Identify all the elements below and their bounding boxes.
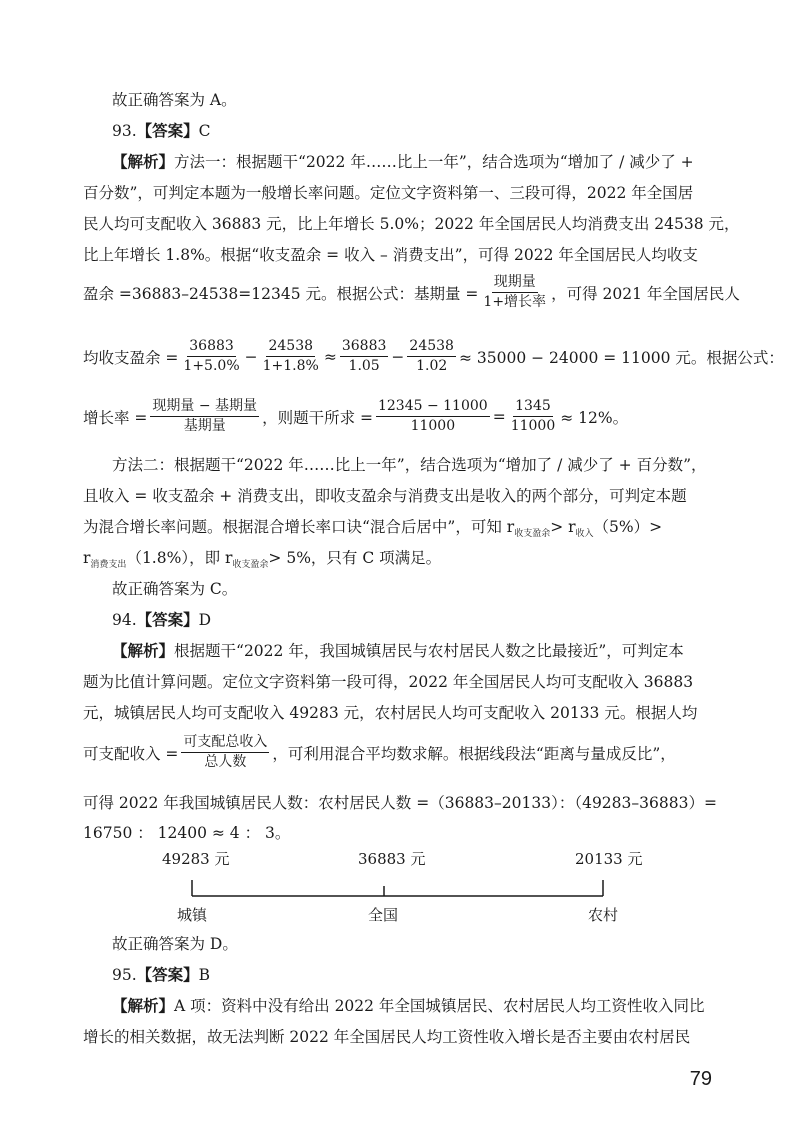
- question-number: 94.: [112, 611, 137, 629]
- numerator: 36883: [187, 338, 236, 357]
- text-line: 元，城镇居民人均可支配收入 49283 元，农村居民人均可支配收入 20133 元。根据人均: [83, 704, 698, 722]
- analysis-text: 根据题干“2022 年，我国城镇居民与农村居民人数之比最接近”，可判定本: [174, 642, 684, 660]
- denominator: 1.02: [416, 358, 448, 374]
- fraction: [376, 398, 490, 435]
- text-line: 且收入 = 收支盈余 + 消费支出，即收支盈余与消费支出是收入的两个部分，可判定本题: [83, 487, 687, 505]
- answer-line-93: 故正确答案为 C。: [112, 580, 238, 598]
- analysis-line: [112, 152, 744, 172]
- operator: −: [391, 347, 405, 366]
- formula-surplus: [83, 338, 784, 375]
- text-line: 方法二：根据题干“2022 年……比上一年”，结合选项为“增加了 / 减少了 + 百分数”，: [112, 456, 707, 474]
- denominator: 1+5.0%: [183, 358, 240, 374]
- denominator: 基期量: [183, 418, 226, 434]
- denominator: 11000: [510, 418, 556, 434]
- text-line: 民人均可支配收入 36883 元，比上年增长 5.0%；2022 年全国居民人均消费支出 24538 元，: [83, 215, 740, 233]
- operator: −: [244, 347, 258, 366]
- text-segment: （1.8%），即 r: [126, 549, 233, 567]
- numerator: 24538: [407, 338, 456, 357]
- formula-text: 可支配收入 =: [83, 744, 179, 763]
- fraction: [509, 398, 558, 435]
- operator: ≈: [323, 347, 337, 366]
- answer-tag: 【答案】: [136, 121, 199, 140]
- answer-value: B: [198, 966, 211, 984]
- question-number: 95.: [112, 966, 137, 984]
- denominator: 1.05: [348, 358, 380, 374]
- answer-header-95: [112, 965, 744, 985]
- left-label: 城镇: [177, 906, 208, 924]
- subscript: 消费支出: [90, 560, 127, 571]
- mid-label: 全国: [368, 906, 399, 924]
- answer-value: C: [198, 122, 211, 140]
- numerator: 24538: [266, 338, 315, 357]
- line-segment-diagram: [150, 840, 670, 930]
- formula-text: 盈余 =36883–24538=12345 元。根据公式：基期量 =: [83, 284, 479, 303]
- fraction: [407, 338, 456, 375]
- text-segment: > 5%，只有 C 项满足。: [268, 549, 442, 567]
- analysis-tag: 【解析】: [112, 641, 175, 660]
- text-line: 题为比值计算问题。定位文字资料第一段可得，2022 年全国居民人均可支配收入 36883: [83, 673, 694, 691]
- question-number: 93.: [112, 122, 137, 140]
- formula-text: 增长率 =: [83, 408, 148, 427]
- analysis-tag: 【解析】: [112, 152, 175, 171]
- fraction: [481, 274, 548, 311]
- right-value: 20133 元: [575, 850, 643, 868]
- right-label: 农村: [588, 906, 619, 924]
- numerator: 可支配总收入: [181, 734, 269, 753]
- page-number: 79: [689, 1068, 712, 1090]
- fraction: [261, 338, 321, 375]
- text-segment: 为混合增长率问题。根据混合增长率口诀“混合后居中”，可知 r: [83, 518, 515, 536]
- denominator: 1+增长率: [483, 294, 547, 310]
- numerator: 12345 − 11000: [376, 398, 490, 417]
- analysis-text: 方法一：根据题干“2022 年……比上一年”，结合选项为“增加了 / 减少了 +: [174, 153, 694, 171]
- numerator: 1345: [513, 398, 553, 417]
- formula-text: ，则题干所求 =: [262, 408, 373, 427]
- formula-text: ≈ 35000 − 24000 = 11000 元。根据公式：: [458, 348, 784, 367]
- text-segment: > r: [550, 518, 576, 536]
- denominator: 11000: [410, 418, 456, 434]
- formula-per-capita: [83, 734, 723, 771]
- text-line: 百分数”，可判定本题为一般增长率问题。定位文字资料第一、三段可得，2022 年全国居: [83, 184, 694, 202]
- text-line: 增长的相关数据，故无法判断 2022 年全国居民人均工资性收入增长是否主要由农村居民: [83, 1028, 691, 1046]
- text-line: 可得 2022 年我国城镇居民人数：农村居民人数 =（36883–20133）：（49283–36883）=: [83, 794, 717, 812]
- answer-header-93: [112, 121, 744, 141]
- numerator: 现期量: [492, 274, 538, 293]
- analysis-text: A 项：资料中没有给出 2022 年全国城镇居民、农村居民人均工资性收入同比: [174, 997, 705, 1015]
- formula-text: 均收支盈余 =: [83, 348, 179, 367]
- numerator: 现期量 − 基期量: [150, 398, 259, 417]
- text-line: [83, 517, 715, 544]
- denominator: 总人数: [204, 754, 247, 770]
- answer-value: D: [198, 611, 212, 629]
- analysis-line: [112, 996, 744, 1016]
- answer-line-92: 故正确答案为 A。: [112, 91, 237, 109]
- text-segment: r: [83, 549, 91, 567]
- text-segment: （5%）>: [593, 518, 663, 536]
- subscript: 收支盈余: [232, 560, 269, 571]
- fraction: [150, 398, 259, 435]
- analysis-tag: 【解析】: [112, 996, 175, 1015]
- text-line: 16750 ： 12400 ≈ 4 ： 3。: [83, 824, 291, 842]
- formula-growth-rate: [83, 398, 723, 435]
- subscript: 收支盈余: [514, 529, 551, 540]
- formula-text: ≈ 12%。: [560, 408, 629, 427]
- formula-text: ，可得 2021 年全国居民人: [551, 284, 740, 303]
- formula-base-quantity: [83, 274, 740, 311]
- answer-header-94: [112, 610, 744, 630]
- analysis-line: [112, 641, 744, 661]
- denominator: 1+1.8%: [262, 358, 319, 374]
- operator: =: [492, 407, 506, 426]
- fraction: [181, 338, 241, 375]
- mid-value: 36883 元: [358, 850, 426, 868]
- answer-tag: 【答案】: [136, 965, 199, 984]
- left-value: 49283 元: [162, 850, 230, 868]
- fraction: [181, 734, 269, 771]
- subscript: 收入: [575, 529, 594, 540]
- answer-line-94: 故正确答案为 D。: [112, 935, 238, 953]
- text-line: 比上年增长 1.8%。根据“收支盈余 = 收入 – 消费支出”，可得 2022 年全国居民人均收支: [83, 246, 698, 264]
- formula-text: ，可利用混合平均数求解。根据线段法“距离与量成反比”，: [272, 744, 676, 763]
- fraction: [340, 338, 389, 375]
- numerator: 36883: [340, 338, 389, 357]
- text-line: [83, 548, 715, 575]
- answer-tag: 【答案】: [136, 610, 199, 629]
